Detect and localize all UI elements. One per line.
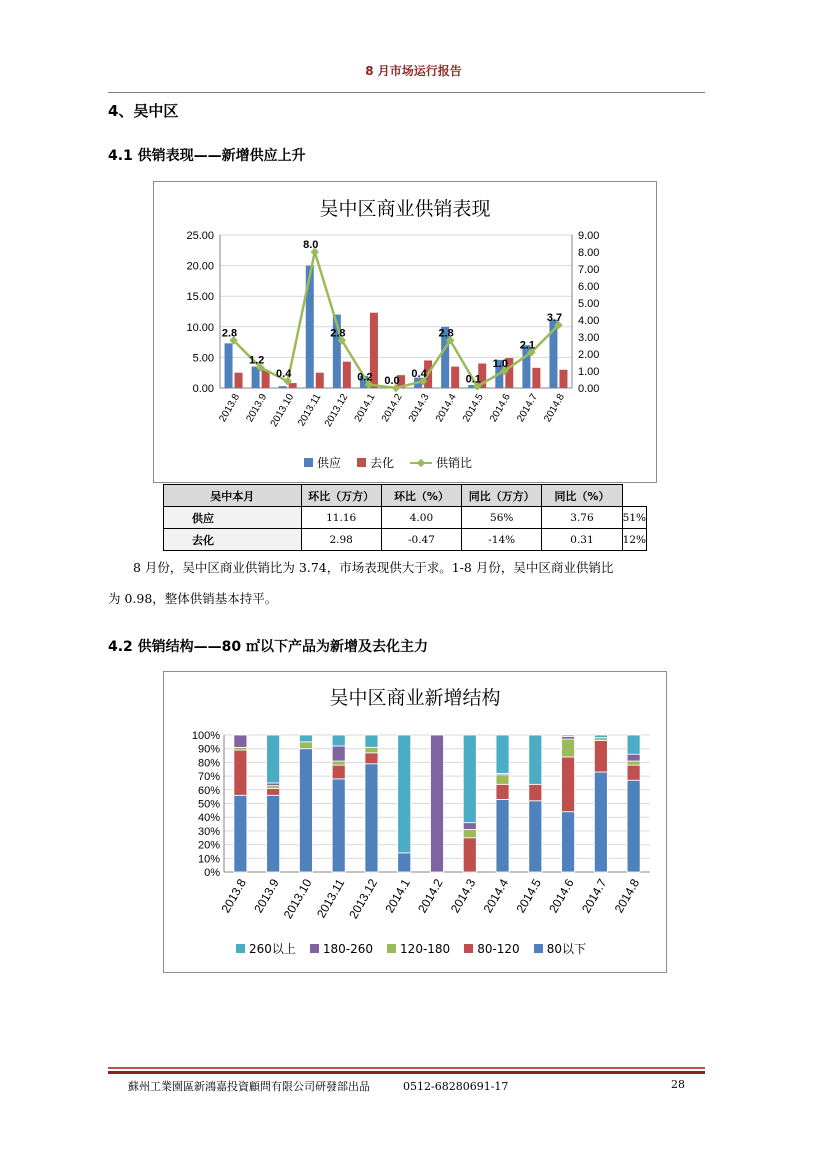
chart1-legend [304, 454, 472, 471]
stacked-segment [496, 799, 509, 872]
legend-item [304, 454, 341, 471]
x-tick-label: 2014.3 [447, 876, 479, 916]
legend-swatch [410, 462, 432, 464]
legend-swatch [304, 458, 313, 467]
stacked-segment [332, 765, 345, 779]
legend-item [410, 454, 472, 471]
supply-demand-chart [153, 181, 657, 483]
stacked-segment [267, 795, 280, 872]
table-header-row [164, 485, 647, 507]
x-tick-label: 2014.2 [379, 392, 405, 424]
ratio-data-label: 0.1 [465, 373, 481, 386]
stacked-segment [562, 735, 575, 736]
ratio-data-label: 3.7 [546, 312, 563, 325]
legend-swatch [236, 944, 245, 953]
legend-label: 80以下 [546, 942, 586, 956]
stats-table [163, 484, 647, 551]
stacked-segment [398, 853, 411, 872]
table-cell: 4.00 [381, 507, 461, 529]
y-tick-label: 20% [197, 839, 220, 852]
stacked-segment [299, 749, 312, 872]
table-header-cell: 环比（%） [381, 485, 461, 507]
footer-credit [128, 1078, 508, 1094]
stacked-segment [627, 765, 640, 780]
ratio-data-label: 1.2 [248, 354, 265, 367]
x-tick-label: 2013.9 [251, 876, 282, 916]
stacked-segment [365, 735, 378, 747]
chart2-title: 吴中区商业新增结构 [329, 687, 501, 709]
legend-label: 120-180 [400, 941, 451, 956]
x-tick-label: 2014.8 [542, 392, 568, 424]
stacked-segment [463, 838, 476, 872]
subsection-title-1: 4.1 供销表现——新增供应上升 [108, 148, 306, 164]
paragraph-line: 为 0.98，整体供销基本持平。 [108, 591, 278, 606]
ratio-data-label: 0.4 [411, 368, 427, 381]
x-tick-label: 2013.10 [268, 392, 297, 429]
table-cell: -14% [462, 529, 542, 551]
legend-item [357, 454, 394, 471]
y-tick-label-right: 8.00 [578, 247, 600, 259]
legend-label: 260以上 [249, 942, 296, 956]
stacked-segment [627, 780, 640, 872]
x-tick-label: 2014.6 [488, 392, 513, 424]
stacked-segment [529, 735, 542, 784]
ratio-data-label: 1.0 [492, 358, 508, 370]
x-tick-label: 2013.12 [346, 876, 381, 922]
header-divider [108, 92, 705, 93]
x-tick-label: 2014.2 [415, 876, 446, 916]
y-tick-label-right: 9.00 [578, 230, 600, 242]
stacked-segment [463, 830, 476, 838]
page-number: 28 [671, 1078, 685, 1091]
stacked-segment [332, 735, 345, 746]
legend-swatch [534, 944, 543, 953]
table-row [164, 529, 647, 551]
chart1-plot [154, 182, 656, 482]
stacked-segment [496, 784, 509, 799]
x-tick-label: 2013.9 [244, 392, 270, 424]
y-tick-label: 100% [191, 730, 220, 742]
footer-phone: 0512-68280691-17 [403, 1080, 509, 1093]
stacked-segment [496, 735, 509, 773]
stacked-segment [332, 746, 345, 761]
footer-divider-thick [108, 1071, 705, 1074]
bar-supply [279, 386, 287, 388]
stacked-segment [332, 761, 345, 765]
y-tick-label: 90% [197, 743, 220, 756]
legend-label: 供销比 [436, 456, 473, 470]
table-cell: 11.16 [301, 507, 381, 529]
legend-item [464, 942, 520, 956]
stacked-segment [299, 735, 312, 742]
y-tick-label: 0% [204, 867, 220, 879]
y-tick-label-right: 6.00 [578, 281, 600, 293]
table-header-cell: 环比（万方） [301, 485, 381, 507]
stacked-segment [365, 753, 378, 764]
ratio-data-label: 0.0 [384, 375, 400, 387]
y-tick-label: 30% [197, 825, 220, 838]
stacked-segment [234, 750, 247, 795]
stacked-segment [398, 735, 411, 853]
bar-absorption [532, 368, 540, 388]
bar-absorption [451, 367, 459, 388]
stacked-segment [463, 735, 476, 823]
x-tick-label: 2013.11 [296, 392, 324, 429]
y-tick-label-right: 4.00 [578, 315, 600, 327]
y-tick-label-right: 3.00 [578, 332, 600, 344]
bar-absorption [559, 370, 567, 388]
bar-supply [252, 367, 260, 388]
legend-label: 80-120 [477, 941, 520, 956]
legend-swatch [387, 944, 396, 953]
x-tick-label: 2014.7 [578, 876, 610, 916]
stacked-segment [267, 788, 280, 795]
subsection-title-2: 4.2 供销结构——80 ㎡以下产品为新增及去化主力 [108, 639, 429, 655]
y-tick-label-left: 15.00 [186, 291, 214, 304]
bar-absorption [235, 373, 243, 388]
paragraph-line: 8 月份，吴中区商业供销比为 3.74，市场表现供大于求。1-8 月份，吴中区商业供销比 [133, 560, 614, 575]
ratio-data-label: 0.4 [276, 368, 292, 381]
y-tick-label-left: 25.00 [186, 230, 214, 242]
legend-swatch [357, 458, 366, 467]
bar-supply [225, 343, 233, 388]
legend-item [236, 940, 296, 957]
ratio-data-label: 2.1 [519, 339, 536, 352]
stacked-segment [234, 735, 247, 747]
table-row-label: 去化 [164, 529, 302, 551]
ratio-data-label: 2.8 [330, 327, 346, 340]
chart2-plot [164, 672, 666, 972]
section-title: 4、吴中区 [108, 102, 179, 120]
chart2-legend [236, 940, 586, 957]
y-tick-label: 60% [197, 784, 220, 797]
legend-label: 去化 [370, 456, 395, 470]
x-tick-label: 2014.5 [461, 392, 486, 424]
x-tick-label: 2014.4 [480, 876, 512, 916]
stacked-segment [234, 747, 247, 750]
stacked-segment [562, 739, 575, 757]
chart1-title: 吴中区商业供销表现 [319, 198, 491, 220]
stacked-segment [332, 779, 345, 872]
y-tick-label-left: 0.00 [192, 383, 214, 395]
y-tick-label-right: 5.00 [578, 298, 600, 310]
bar-absorption [289, 383, 297, 388]
y-tick-label-left: 5.00 [192, 352, 214, 365]
x-tick-label: 2013.10 [280, 876, 315, 922]
x-tick-label: 2014.1 [352, 392, 378, 424]
x-tick-label: 2013.8 [217, 392, 243, 424]
legend-label: 180-260 [322, 941, 374, 956]
stacked-segment [594, 772, 607, 872]
legend-item [534, 940, 586, 957]
y-tick-label: 50% [197, 798, 220, 811]
ratio-data-label: 2.8 [438, 327, 454, 340]
table-row-label: 供应 [164, 507, 302, 529]
stacked-segment [365, 747, 378, 752]
stacked-segment [562, 812, 575, 872]
ratio-data-label: 2.8 [221, 327, 238, 340]
bar-absorption [343, 362, 351, 388]
stacked-segment [234, 795, 247, 872]
footer-company: 蘇州工業園區新鴻嘉投資顧問有限公司研發部出品 [128, 1080, 370, 1093]
legend-item [387, 942, 450, 956]
stacked-segment [627, 754, 640, 761]
supply-structure-chart [163, 671, 667, 973]
table-cell: 0.31 [542, 529, 622, 551]
table-cell: 2.98 [301, 529, 381, 551]
stacked-segment [529, 784, 542, 800]
x-tick-label: 2014.7 [515, 392, 540, 424]
x-tick-label: 2014.3 [406, 392, 432, 424]
ratio-data-label: 0.2 [357, 371, 373, 384]
x-tick-label: 2014.6 [546, 876, 577, 916]
y-tick-label-right: 0.00 [578, 383, 600, 395]
stacked-segment [562, 736, 575, 739]
y-tick-label: 40% [197, 812, 220, 825]
legend-label: 供应 [317, 456, 342, 470]
stacked-segment [594, 738, 607, 741]
table-cell: 12% [622, 529, 646, 551]
y-tick-label-left: 10.00 [186, 321, 214, 334]
stacked-segment [529, 801, 542, 872]
y-tick-label-left: 20.00 [186, 260, 214, 273]
x-tick-label: 2013.8 [218, 876, 249, 916]
y-tick-label-right: 7.00 [578, 264, 600, 276]
stacked-segment [594, 735, 607, 738]
stacked-segment [496, 775, 509, 785]
table-header-cell: 同比（%） [542, 485, 622, 507]
stacked-segment [267, 783, 280, 786]
table-cell: 3.76 [542, 507, 622, 529]
legend-swatch [464, 944, 473, 953]
stacked-segment [627, 761, 640, 765]
stacked-segment [431, 735, 444, 872]
table-cell: 51% [622, 507, 646, 529]
stacked-segment [267, 735, 280, 783]
x-tick-label: 2014.8 [611, 876, 643, 916]
y-tick-label: 10% [197, 853, 220, 866]
stacked-segment [365, 764, 378, 872]
x-tick-label: 2014.1 [382, 876, 413, 916]
footer-divider-thin [108, 1067, 705, 1069]
legend-swatch [310, 944, 319, 953]
legend-item [310, 942, 373, 956]
table-cell: 56% [462, 507, 542, 529]
stacked-segment [594, 740, 607, 772]
x-tick-label: 2013.11 [313, 876, 348, 921]
table-row [164, 507, 647, 529]
stacked-segment [463, 823, 476, 830]
stacked-segment [562, 757, 575, 812]
y-tick-label: 80% [197, 757, 220, 770]
table-cell: -0.47 [381, 529, 461, 551]
summary-paragraph [108, 552, 705, 614]
ratio-data-label: 8.0 [303, 239, 319, 251]
stacked-segment [299, 742, 312, 749]
table-header-cell: 吴中本月 [164, 485, 302, 507]
stacked-segment [267, 786, 280, 789]
y-tick-label-right: 2.00 [578, 349, 600, 361]
x-tick-label: 2014.4 [433, 392, 459, 424]
table-header-cell: 同比（万方） [462, 485, 542, 507]
bar-absorption [316, 373, 324, 388]
report-header-title: 8 月市场运行报告 [365, 64, 462, 78]
x-tick-label: 2014.5 [513, 876, 544, 916]
y-tick-label: 70% [197, 771, 220, 784]
y-tick-label-right: 1.00 [578, 366, 600, 378]
x-tick-label: 2013.12 [322, 392, 351, 429]
stacked-segment [627, 735, 640, 754]
